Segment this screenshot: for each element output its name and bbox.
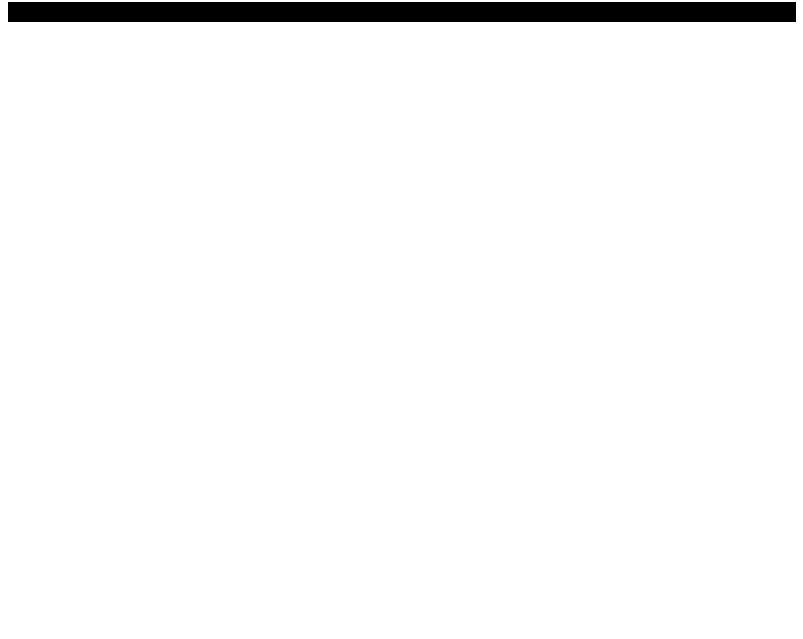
total-points-header	[383, 30, 394, 130]
page-title	[8, 2, 796, 22]
